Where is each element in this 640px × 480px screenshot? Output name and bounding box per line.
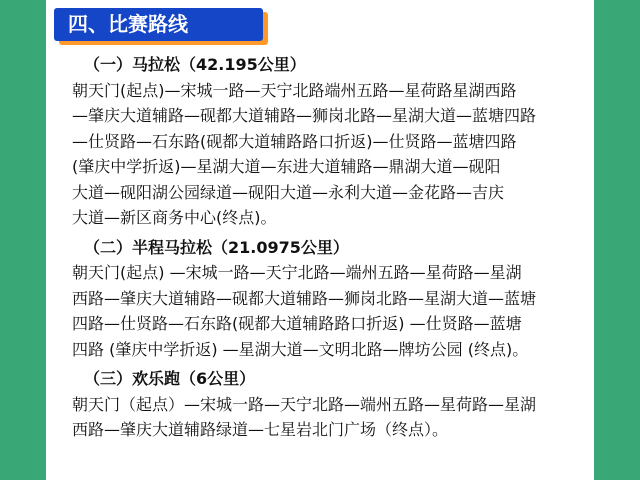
route-title: （一）马拉松（42.195公里） <box>84 55 306 74</box>
route-half-marathon <box>72 235 582 363</box>
route-list <box>72 52 582 447</box>
section-title: 四、比赛路线 <box>54 8 263 41</box>
route-description: 朝天门(起点) —宋城一路—天宁北路—端州五路—星荷路—星湖 西路—肇庆大道辅路—砚都大道辅路—狮岗北路—星湖大道—蓝塘 四路—仕贤路—石东路(砚都大道辅路路口折返) —仕贤路—蓝塘 四路 (肇庆中学折返) —星湖大道—文明北路—牌坊公园 (终点)。 <box>72 263 537 359</box>
route-title: （二）半程马拉松（21.0975公里） <box>84 237 349 257</box>
content-card <box>46 0 594 480</box>
route-title: （三）欢乐跑（6公里） <box>84 369 256 388</box>
route-description: 朝天门(起点)—宋城一路—天宁北路端州五路—星荷路星湖西路 —肇庆大道辅路—砚都大道辅路—狮岗北路—星湖大道—蓝塘四路 —仕贤路—石东路(砚都大道辅路路口折返)—仕贤路—蓝塘四路 (肇庆中学折返)—星湖大道—东进大道辅路—鼎湖大道—砚阳 大道—砚阳湖公园绿道—砚阳大道—永利大道—金花路—吉庆 大道—新区商务中心(终点)。 <box>72 80 537 227</box>
route-fun-run <box>72 366 582 443</box>
route-description: 朝天门（起点）—宋城一路—天宁北路—端州五路—星荷路—星湖 西路—肇庆大道辅路绿道—七星岩北门广场（终点）。 <box>72 394 537 439</box>
route-marathon <box>72 52 582 231</box>
